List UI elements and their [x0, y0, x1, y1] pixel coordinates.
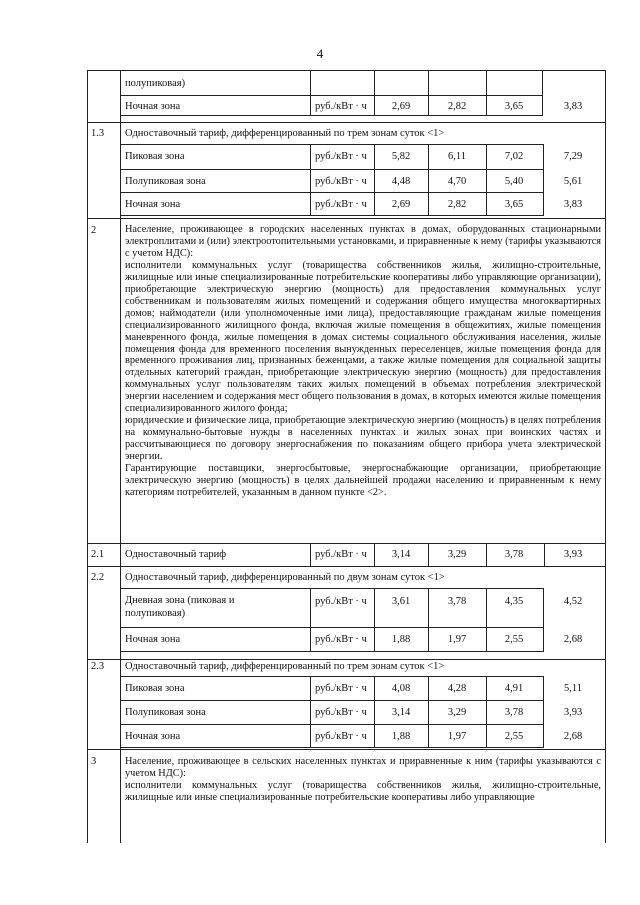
- table-left-border: [87, 70, 88, 843]
- unit-label: руб./кВт · ч: [315, 683, 367, 694]
- row-label: Ночная зона: [125, 101, 181, 112]
- unit-label: руб./кВт · ч: [315, 151, 367, 162]
- value-cell: 4,91: [504, 683, 524, 694]
- section-number: 2.1: [91, 549, 105, 560]
- section-number: 3: [91, 756, 97, 767]
- table-top-border: [87, 70, 606, 71]
- row-label: Одноставочный тариф: [125, 549, 227, 560]
- value-cell: 4,52: [563, 596, 583, 607]
- value-cell: 3,83: [563, 101, 583, 112]
- unit-label: руб./кВт · ч: [315, 731, 367, 742]
- value-cell: 1,88: [391, 634, 411, 645]
- row-label: Пиковая зона: [125, 683, 185, 694]
- paragraph: Население, проживающее в городских населенных пунктах в домах, оборудованных стационарными электроплитами и (или) электроотопительными установками, и приравненные к нему (тарифы указываются с учетом НДС):: [125, 224, 601, 259]
- row-label: полупиковая): [125, 78, 186, 89]
- value-cell: 5,40: [504, 176, 524, 187]
- value-cell: 3,83: [563, 199, 583, 210]
- number-column-divider: [120, 70, 121, 843]
- paragraph: исполнители коммунальных услуг (товарищества собственников жилья, жилищно-строительные, жилищные или иные специализированные потребительские кооперативы либо управляющие: [125, 779, 601, 803]
- section-2-text: [125, 224, 601, 499]
- row-label: Ночная зона: [125, 199, 181, 210]
- value-cell: 5,11: [564, 683, 582, 694]
- row-label: Ночная зона: [125, 634, 181, 645]
- value-cell: 1,97: [447, 634, 467, 645]
- unit-label: руб./кВт · ч: [315, 176, 367, 187]
- row-label: Пиковая зона: [125, 151, 185, 162]
- paragraph: Гарантирующие поставщики, энергосбытовые, энергоснабжающие организации, приобретающие электрическую энергию (мощность) в целях дальнейшей продажи населению и приравненным к нему категориям потребителей, указанным в данном пункте <2>.: [125, 463, 601, 498]
- value-cell: 1,88: [391, 731, 411, 742]
- section-number: 2.2: [91, 572, 105, 583]
- section-3-text: [125, 756, 601, 804]
- unit-label: руб./кВт · ч: [315, 707, 367, 718]
- value-cell: 3,29: [447, 707, 467, 718]
- value-cell: 3,78: [504, 549, 524, 560]
- value-cell: 3,14: [391, 707, 411, 718]
- row-label: Дневная зона (пиковая и: [125, 595, 235, 606]
- value-cell: 3,29: [447, 549, 467, 560]
- section-title: Одноставочный тариф, дифференцированный по трем зонам суток <1>: [125, 128, 445, 139]
- value-cell: 4,35: [504, 596, 524, 607]
- unit-label: руб./кВт · ч: [315, 596, 367, 607]
- section-number: 2.3: [91, 661, 105, 672]
- value-cell: 3,65: [504, 199, 524, 210]
- row-label: Полупиковая зона: [125, 707, 206, 718]
- value-cell: 2,55: [504, 634, 524, 645]
- value-cell: 2,69: [391, 101, 411, 112]
- value-cell: 7,02: [504, 151, 524, 162]
- value-cell: 3,78: [504, 707, 524, 718]
- page-number: 4: [316, 46, 324, 61]
- value-cell: 5,61: [563, 176, 583, 187]
- row-label: Ночная зона: [125, 731, 181, 742]
- value-cell: 3,93: [563, 707, 583, 718]
- value-cell: 2,68: [563, 634, 583, 645]
- table-right-border: [605, 70, 606, 843]
- paragraph: Население, проживающее в сельских населенных пунктах и приравненные к ним (тарифы указываются с учетом НДС):: [125, 756, 601, 779]
- tariff-table: [87, 70, 606, 843]
- unit-label: руб./кВт · ч: [315, 101, 367, 112]
- section-divider: [87, 122, 606, 123]
- value-cell: 7,29: [563, 151, 583, 162]
- value-cell: 2,82: [447, 199, 467, 210]
- section-divider: [87, 659, 606, 660]
- section-title: Одноставочный тариф, дифференцированный по трем зонам суток <1>: [125, 661, 445, 672]
- value-cell: 2,55: [504, 731, 524, 742]
- section-number: 1.3: [91, 128, 105, 139]
- value-cell: 2,69: [391, 199, 411, 210]
- value-cell: 3,61: [391, 596, 411, 607]
- value-cell: 3,65: [504, 101, 524, 112]
- section-divider: [87, 566, 606, 567]
- value-cell: 4,08: [391, 683, 411, 694]
- value-cell: 5,82: [391, 151, 411, 162]
- value-cell: 3,14: [391, 549, 411, 560]
- value-cell: 3,93: [563, 549, 583, 560]
- paragraph: юридические и физические лица, приобретающие электрическую энергию (мощность) в целях потребления на коммунально-бытовые нужды в населенных пунктах и жилых зонах при воинских частях и рассчитывающиеся по договору энергоснабжения по показаниям общего прибора учета электрической энергии.: [125, 415, 601, 463]
- row-label: Полупиковая зона: [125, 176, 206, 187]
- section-number: 2: [91, 225, 97, 236]
- value-cell: 6,11: [448, 151, 466, 162]
- section-divider: [87, 218, 606, 219]
- unit-label: руб./кВт · ч: [315, 199, 367, 210]
- value-cell: 2,82: [447, 101, 467, 112]
- value-cell: 3,78: [447, 596, 467, 607]
- value-cell: 2,68: [563, 731, 583, 742]
- section-title: Одноставочный тариф, дифференцированный по двум зонам суток <1>: [125, 572, 445, 583]
- paragraph: исполнители коммунальных услуг (товарищества собственников жилья, жилищно-строительные, жилищные или иные специализированные потребительские кооперативы либо управляющие организации), приобретающие электрическую энергию (мощность) для предоставления коммунальных услуг собственникам и пользователям жилых помещений и содержания общего имущества многоквартирных домов; наймодатели (или уполномоченные ими лица), предоставляющие гражданам жилые помещения специализированного жилищного фонда, включая жилые помещения в общежитиях, жилые помещения маневренного фонда, жилые помещения в домах системы социального обслуживания населения, жилые помещения фонда для временного поселения вынужденных переселенцев, жилые помещения фонда для временного проживания лиц, признанных беженцами, а также жилые помещения для социальной защиты отдельных категорий граждан, приобретающие электрическую энергию (мощность) для предоставления коммунальных услуг пользователям таких жилых помещений в объемах потребления электрической энергии населением и содержания мест общего пользования в домах, в которых имеются жилые помещения специализированного жилого фонда;: [125, 259, 601, 415]
- unit-label: руб./кВт · ч: [315, 549, 367, 560]
- section-divider: [87, 543, 606, 544]
- unit-label: руб./кВт · ч: [315, 634, 367, 645]
- section-divider: [87, 749, 606, 750]
- value-cell: 1,97: [447, 731, 467, 742]
- value-cell: 4,48: [391, 176, 411, 187]
- value-cell: 4,70: [447, 176, 467, 187]
- value-cell: 4,28: [447, 683, 467, 694]
- row-label: полупиковая): [125, 608, 186, 619]
